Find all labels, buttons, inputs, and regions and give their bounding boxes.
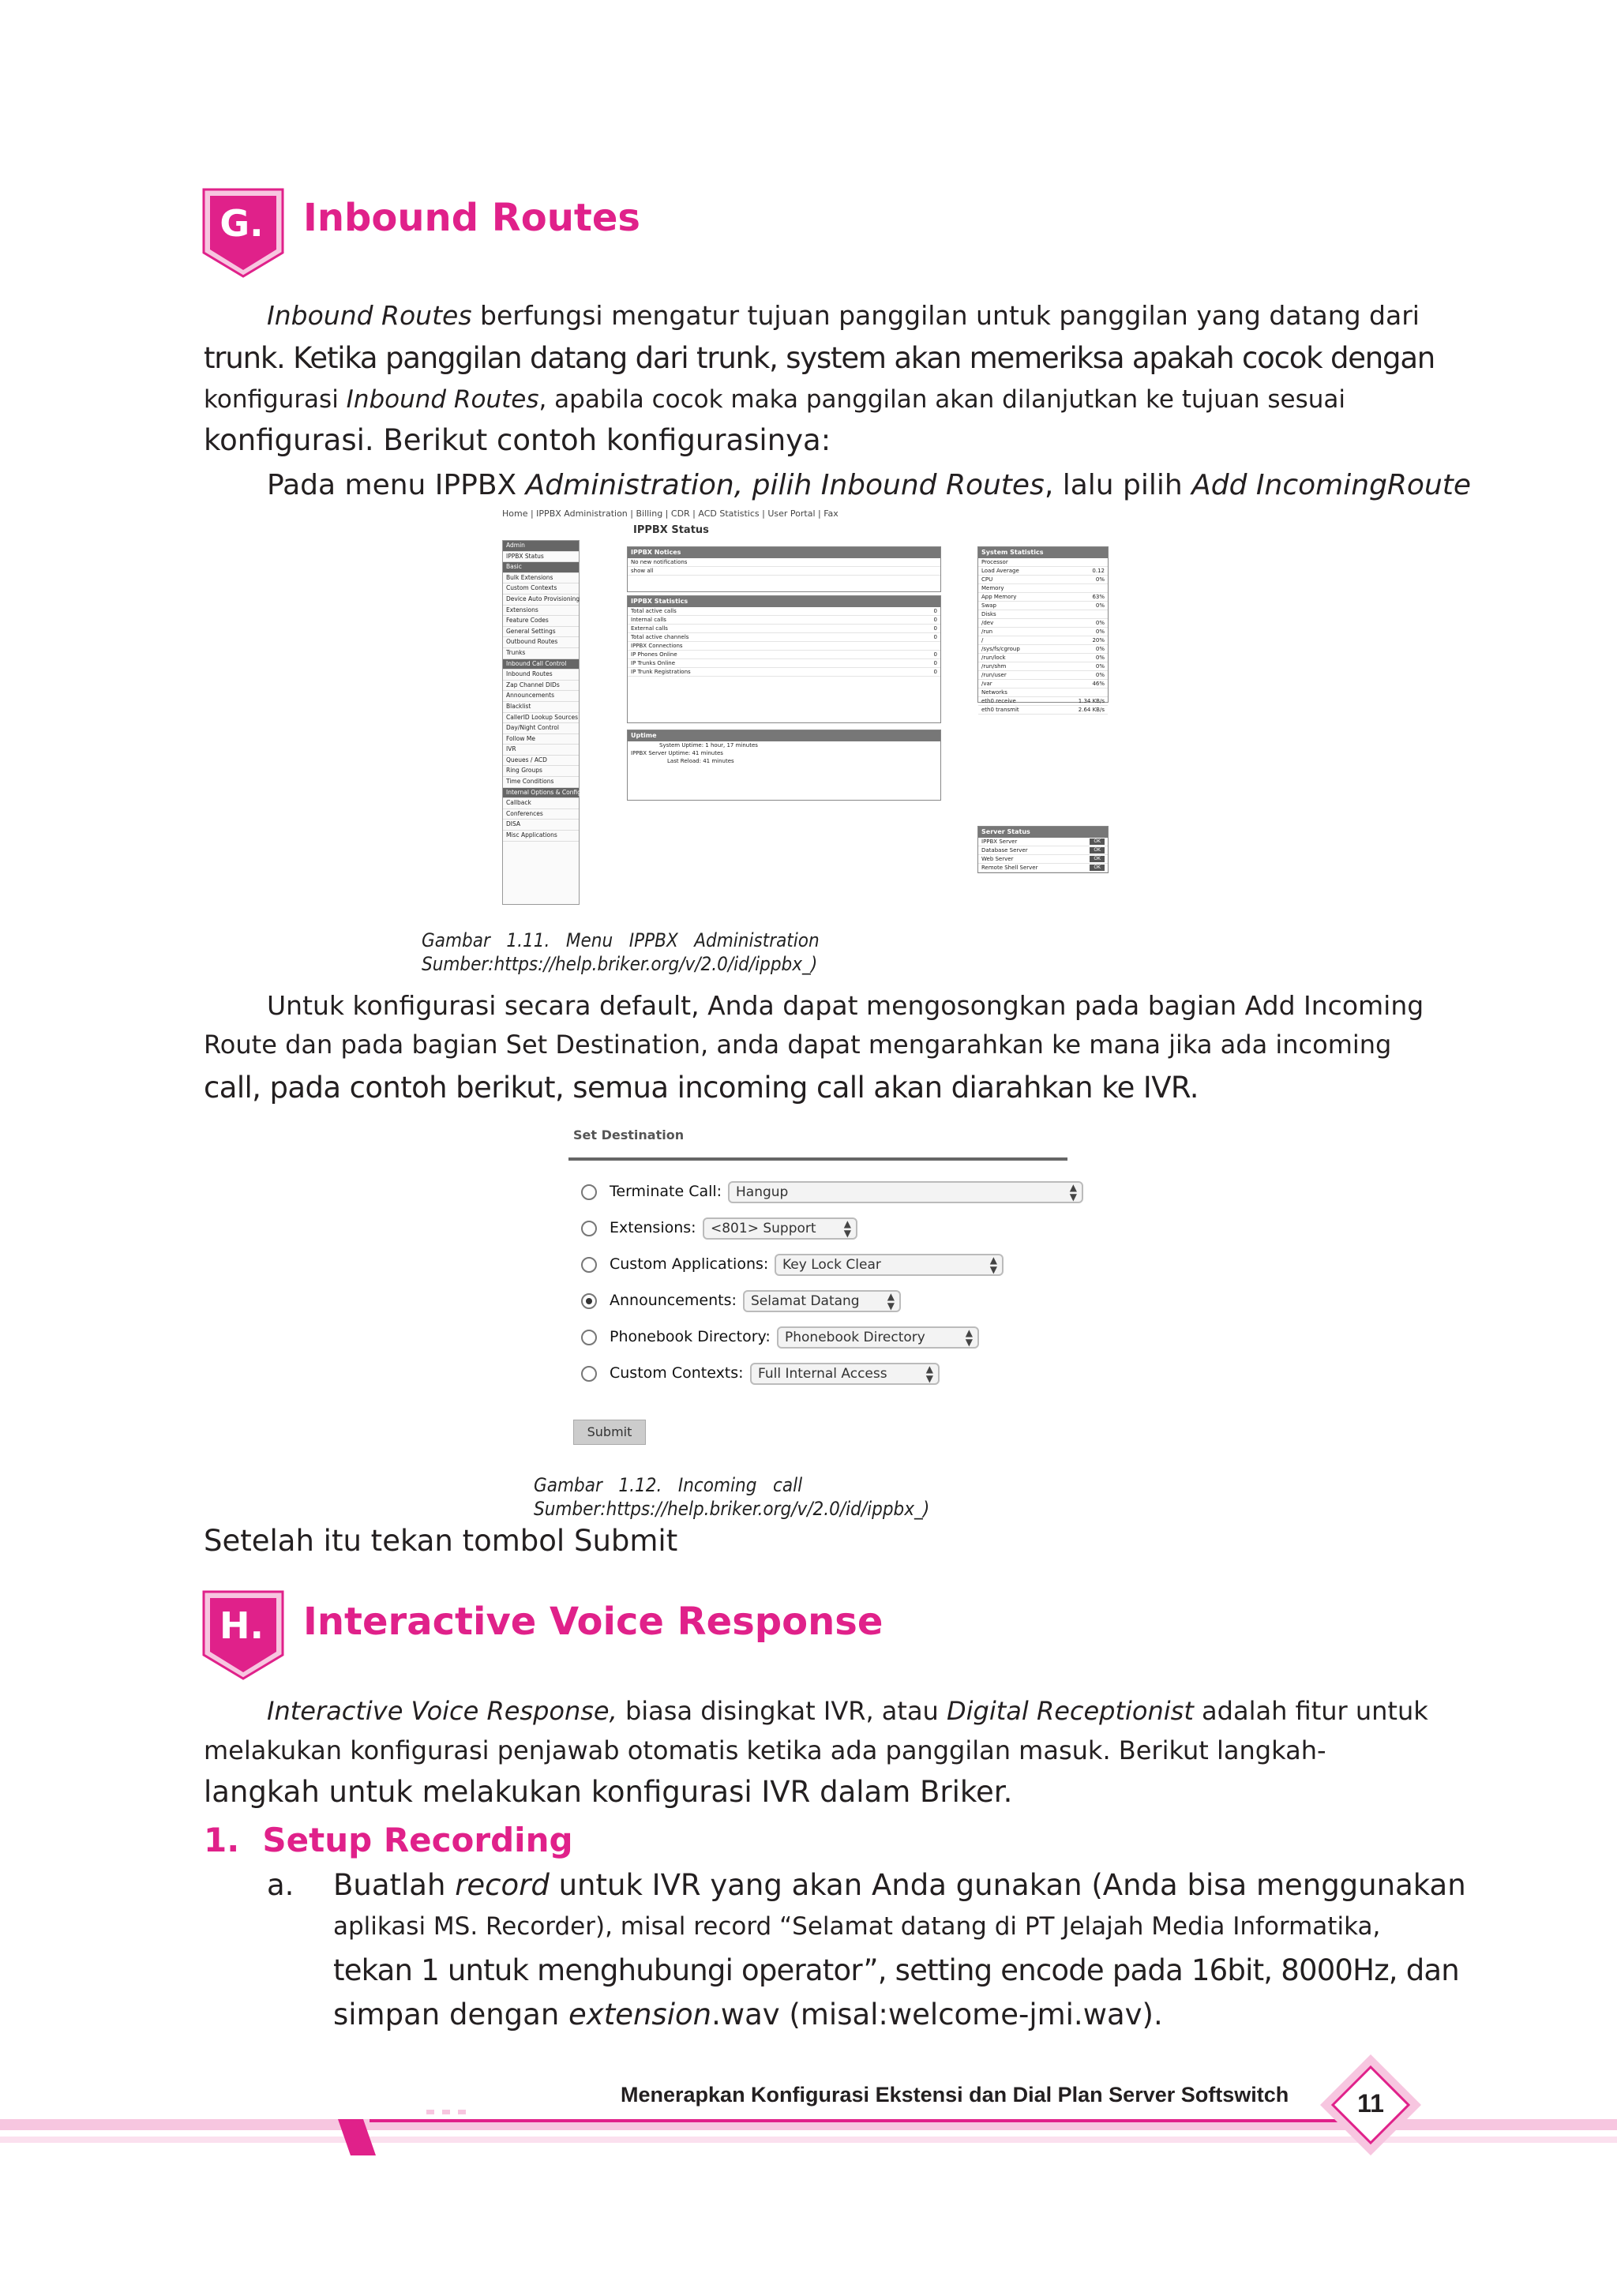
radio-button[interactable]	[581, 1366, 597, 1382]
stat-row	[978, 619, 1108, 628]
radio-button[interactable]	[581, 1221, 597, 1236]
stat-value: 1.34 KB/s	[1078, 698, 1105, 704]
stat-label: Load Average	[981, 568, 1019, 574]
item-a-line3: tekan 1 untuk menghubungi operator”, setting encode pada 16bit, 8000Hz, dan	[333, 1953, 1459, 1987]
stat-row	[978, 636, 1108, 645]
stat-value: 0	[933, 634, 937, 640]
stat-value: 0%	[1095, 576, 1105, 583]
select-arrows-icon: ▲ ▼	[965, 1327, 973, 1348]
g-p2-line2: Route dan pada bagian Set Destination, anda dapat mengarahkan ke mana jika ada incoming	[204, 1030, 1392, 1060]
stat-row	[978, 855, 1108, 864]
footer-text: Menerapkan Konfigurasi Ekstensi dan Dial Plan Server Softswitch	[621, 2083, 1289, 2107]
destination-option	[581, 1217, 1071, 1243]
section-g-letter: G.	[219, 202, 264, 245]
stat-row	[978, 558, 1108, 567]
stat-row	[978, 697, 1108, 706]
screenshot-menubar: Home | IPPBX Administration | Billing | CDR | ACD Statistics | User Portal | Fax	[502, 508, 839, 519]
sidebar-item[interactable]: IPPBX Status	[503, 552, 579, 563]
stat-label: /run	[981, 628, 993, 635]
page-number: 11	[1357, 2089, 1384, 2118]
section-g-badge	[202, 188, 289, 275]
radio-button[interactable]	[581, 1257, 597, 1273]
uptime-title: Uptime	[628, 730, 940, 741]
option-label: Terminate Call:	[610, 1183, 722, 1200]
sidebar-item[interactable]: Misc Applications	[503, 831, 579, 842]
figure-2-caption-source: Sumber:https://help.briker.org/v/2.0/id/ippbx_)	[534, 1498, 930, 1520]
destination-option	[581, 1290, 1071, 1315]
stat-row	[978, 706, 1108, 715]
screenshot-sidebar	[502, 540, 602, 905]
stat-label: App Memory	[981, 594, 1017, 600]
stat-row	[628, 625, 940, 633]
item-a-marker: a.	[267, 1868, 295, 1902]
stat-label: Disks	[981, 611, 996, 617]
g-after-submit: Setelah itu tekan tombol Submit	[204, 1524, 678, 1558]
select-arrows-icon: ▲ ▼	[1069, 1182, 1077, 1202]
destination-option	[581, 1254, 1071, 1279]
stat-label: Remote Shell Server	[981, 865, 1038, 871]
stat-row	[978, 593, 1108, 602]
stat-row	[978, 567, 1108, 576]
g-p2-line3: call, pada contoh berikut, semua incoming call akan diarahkan ke IVR.	[204, 1071, 1199, 1105]
g-p1-em: Inbound Routes	[267, 300, 472, 331]
stat-row	[978, 602, 1108, 610]
sidebar-item[interactable]: Admin	[503, 541, 579, 552]
sidebar-item[interactable]: Callback	[503, 798, 579, 809]
destination-select[interactable]	[743, 1290, 901, 1312]
subheading-setup-recording: 1. Setup Recording	[204, 1821, 573, 1859]
submit-button[interactable]: Submit	[573, 1420, 646, 1445]
status-badge: OK	[1090, 847, 1105, 853]
stat-label: /run/user	[981, 672, 1007, 678]
stat-row	[978, 628, 1108, 636]
g-menu-line	[267, 469, 1471, 501]
menu-line-a: Pada menu IPPBX	[267, 469, 526, 501]
set-destination-header: Set Destination	[573, 1127, 685, 1142]
stat-row	[978, 838, 1108, 846]
item-a-line4	[333, 1998, 1163, 2032]
system-stats-panel	[977, 546, 1109, 713]
item-a-line2: aplikasi MS. Recorder), misal record “Selamat datang di PT Jelajah Media Informatika,	[333, 1912, 1381, 1941]
destination-select[interactable]	[703, 1217, 857, 1240]
sidebar-item[interactable]: CallerID Lookup Sources	[503, 713, 579, 724]
destination-option	[581, 1326, 1071, 1352]
notices-panel	[627, 546, 941, 592]
select-arrows-icon: ▲ ▼	[925, 1364, 933, 1384]
stat-label: Web Server	[981, 856, 1014, 862]
option-label: Extensions:	[610, 1219, 696, 1236]
option-label: Phonebook Directory:	[610, 1328, 771, 1345]
h-p-line2: melakukan konfigurasi penjawab otomatis ketika ada panggilan masuk. Berikut langkah-	[204, 1735, 1326, 1765]
stat-row	[978, 671, 1108, 680]
sidebar-item[interactable]: Basic	[503, 562, 579, 573]
sidebar-item[interactable]: Follow Me	[503, 734, 579, 745]
stat-label: /run/shm	[981, 663, 1007, 670]
section-h-letter: H.	[219, 1604, 264, 1647]
stat-value: 0	[933, 669, 937, 675]
sidebar-item[interactable]: Inbound Call Control	[503, 659, 579, 670]
figure-1-caption-title: Gambar 1.11. Menu IPPBX Administration	[422, 929, 820, 951]
select-value: Key Lock Clear	[782, 1257, 881, 1273]
item-a-l1-post: untuk IVR yang akan Anda gunakan (Anda bisa menggunakan	[549, 1868, 1466, 1902]
sidebar-item[interactable]: DISA	[503, 820, 579, 831]
notices-row: show all	[628, 567, 940, 576]
h-p-line1	[267, 1696, 1428, 1726]
stat-label: IP Trunks Online	[631, 660, 676, 666]
stat-value: 0%	[1095, 628, 1105, 635]
radio-button[interactable]	[581, 1293, 597, 1309]
stat-value: 0	[933, 617, 937, 623]
stat-row	[978, 688, 1108, 697]
stat-label: Processor	[981, 559, 1008, 565]
radio-button[interactable]	[581, 1184, 597, 1200]
stats-title: IPPBX Statistics	[628, 596, 940, 607]
figure-1-caption	[422, 929, 820, 976]
sidebar-item[interactable]: Conferences	[503, 809, 579, 820]
g-p1-line3-tail: , apabila cocok maka panggilan akan dilanjutkan ke tujuan sesuai	[538, 385, 1346, 414]
destination-option	[581, 1181, 1077, 1206]
stat-row	[628, 616, 940, 625]
stat-label: Networks	[981, 689, 1007, 696]
g-p1-line3	[204, 385, 1345, 414]
figure-1-caption-source: Sumber:https://help.briker.org/v/2.0/id/ippbx_)	[422, 953, 818, 975]
stat-label: Total active calls	[631, 608, 677, 614]
destination-select[interactable]	[777, 1326, 979, 1349]
sidebar-item[interactable]: Announcements	[503, 691, 579, 702]
menu-line-em1: Administration, pilih Inbound Routes	[525, 469, 1045, 501]
stat-row	[978, 610, 1108, 619]
select-arrows-icon: ▲ ▼	[989, 1255, 997, 1275]
sidebar-item[interactable]: Zap Channel DIDs	[503, 681, 579, 692]
h-p-line3: langkah untuk melakukan konfigurasi IVR dalam Briker.	[204, 1775, 1013, 1809]
sidebar-item[interactable]: Device Auto Provisioning	[503, 595, 579, 606]
status-badge: OK	[1090, 856, 1105, 862]
item-a-l4-post: .wav (misal:welcome-jmi.wav).	[711, 1998, 1163, 2032]
sidebar-item[interactable]: Bulk Extensions	[503, 573, 579, 584]
stat-label: Database Server	[981, 847, 1028, 853]
stat-value: 0%	[1095, 672, 1105, 678]
stat-label: /var	[981, 681, 992, 687]
stat-value: 0	[933, 625, 937, 632]
select-value: Full Internal Access	[758, 1366, 887, 1382]
destination-select[interactable]	[775, 1254, 1004, 1276]
stats-panel	[627, 595, 941, 723]
system-stats-title: System Statistics	[978, 547, 1108, 558]
select-arrows-icon: ▲ ▼	[843, 1218, 851, 1239]
stat-value: 46%	[1092, 681, 1105, 687]
item-a-l4-pre: simpan dengan	[333, 1998, 569, 2032]
item-a-l1-pre: Buatlah	[333, 1868, 456, 1902]
g-p1-line1	[267, 300, 1420, 331]
sidebar-item[interactable]: Ring Groups	[503, 766, 579, 777]
h-p-em2: Digital Receptionist	[947, 1696, 1194, 1726]
stat-row	[978, 645, 1108, 654]
stat-label: Internal calls	[631, 617, 666, 623]
screenshot-page-title: IPPBX Status	[633, 524, 709, 536]
radio-button[interactable]	[581, 1330, 597, 1345]
stat-label: eth0 transmit	[981, 707, 1019, 713]
server-status-title: Server Status	[978, 827, 1108, 838]
stat-row	[628, 659, 940, 668]
stat-row	[628, 668, 940, 677]
stat-label: IP Trunk Registrations	[631, 669, 691, 675]
stat-label: External calls	[631, 625, 668, 632]
section-g-title: Inbound Routes	[303, 196, 640, 240]
stat-label: Total active channels	[631, 634, 689, 640]
sidebar-item[interactable]: Inbound Routes	[503, 670, 579, 681]
destination-select[interactable]	[750, 1363, 940, 1385]
item-a-line1	[333, 1868, 1466, 1902]
stat-row	[978, 576, 1108, 584]
stat-row	[628, 607, 940, 616]
stat-row	[628, 651, 940, 659]
stat-label: Memory	[981, 585, 1004, 591]
stat-label: /run/lock	[981, 655, 1006, 661]
g-p1-line4: konfigurasi. Berikut contoh konfigurasinya:	[204, 423, 831, 457]
stat-label: IPPBX Server	[981, 838, 1018, 845]
stat-row	[978, 654, 1108, 662]
sidebar-item[interactable]: Feature Codes	[503, 616, 579, 627]
select-arrows-icon: ▲ ▼	[887, 1291, 895, 1311]
stat-value: 0%	[1095, 602, 1105, 609]
g-p1-line3-pre: konfigurasi	[204, 385, 347, 414]
select-value: Selamat Datang	[751, 1293, 860, 1309]
stat-value: 63%	[1092, 594, 1105, 600]
status-badge: OK	[1090, 838, 1105, 845]
select-value: <801> Support	[711, 1221, 816, 1236]
section-h-badge	[202, 1590, 289, 1677]
uptime-panel	[627, 730, 941, 801]
server-status-panel	[977, 826, 1109, 873]
sidebar-item[interactable]: IVR	[503, 745, 579, 756]
sidebar-item[interactable]: Blacklist	[503, 702, 579, 713]
option-label: Custom Applications:	[610, 1255, 769, 1273]
figure-2-caption-title: Gambar 1.12. Incoming call	[534, 1474, 803, 1496]
g-p1-line2: trunk. Ketika panggilan datang dari trunk, system akan memeriksa apakah cocok dengan	[204, 341, 1435, 375]
h-p-mid: biasa disingkat IVR, atau	[617, 1696, 947, 1726]
stat-row	[628, 633, 940, 642]
stat-value: 0	[933, 660, 937, 666]
sidebar-item[interactable]: Time Conditions	[503, 777, 579, 788]
stat-row	[628, 642, 940, 651]
stat-value: 0%	[1095, 655, 1105, 661]
stat-value: 0	[933, 651, 937, 658]
stat-label: IP Phones Online	[631, 651, 677, 658]
sidebar-item[interactable]: Internal Options & Configuration	[503, 788, 579, 799]
select-value: Hangup	[736, 1184, 789, 1200]
option-label: Custom Contexts:	[610, 1364, 744, 1382]
status-badge: OK	[1090, 865, 1105, 871]
stat-label: CPU	[981, 576, 993, 583]
item-a-l4-em: extension	[568, 1998, 712, 2032]
stat-value: 0%	[1095, 646, 1105, 652]
menu-line-b: , lalu pilih	[1044, 469, 1192, 501]
stat-label: Swap	[981, 602, 996, 609]
h-p-tail: adalah fitur untuk	[1193, 1696, 1428, 1726]
sidebar-item[interactable]: Queues / ACD	[503, 756, 579, 767]
select-value: Phonebook Directory	[785, 1330, 925, 1345]
uptime-row: Last Reload: 41 minutes	[667, 758, 734, 764]
stat-label: /sys/fs/cgroup	[981, 646, 1020, 652]
g-p2-line1: Untuk konfigurasi secara default, Anda dapat mengosongkan pada bagian Add Incoming	[267, 990, 1424, 1021]
g-p1-text: berfungsi mengatur tujuan panggilan untuk panggilan yang datang dari	[471, 300, 1420, 331]
uptime-row: IPPBX Server Uptime: 41 minutes	[631, 750, 723, 756]
destination-select[interactable]	[728, 1181, 1083, 1203]
figure-2-caption	[534, 1473, 929, 1521]
set-destination-rule	[568, 1157, 1067, 1161]
h-p-em1: Interactive Voice Response,	[267, 1696, 617, 1726]
stat-row	[978, 846, 1108, 855]
menu-line-em2: Add IncomingRoute	[1191, 469, 1472, 501]
stat-label: eth0 receive	[981, 698, 1016, 704]
stat-value: 0	[933, 608, 937, 614]
sidebar-item[interactable]: Day/Night Control	[503, 723, 579, 734]
section-h-title: Interactive Voice Response	[303, 1600, 884, 1644]
stat-value: 0%	[1095, 663, 1105, 670]
sidebar-item[interactable]: General Settings	[503, 627, 579, 638]
sidebar-item[interactable]: Outbound Routes	[503, 637, 579, 648]
ippbx-status-screenshot	[502, 508, 1121, 903]
option-label: Announcements:	[610, 1292, 737, 1309]
stat-label: IPPBX Connections	[631, 643, 683, 649]
notices-row: No new notifications	[628, 558, 940, 567]
sidebar-item[interactable]: Custom Contexts	[503, 583, 579, 595]
set-destination-screenshot	[568, 1126, 1077, 1465]
stat-row	[978, 680, 1108, 688]
g-p1-line3-em: Inbound Routes	[346, 385, 539, 414]
uptime-row: System Uptime: 1 hour, 17 minutes	[659, 742, 758, 748]
stat-value: 2.64 KB/s	[1078, 707, 1105, 713]
sidebar-item[interactable]: Extensions	[503, 606, 579, 617]
destination-option	[581, 1363, 1071, 1388]
stat-value: 0%	[1095, 620, 1105, 626]
stat-row	[978, 584, 1108, 593]
stat-row	[978, 864, 1108, 872]
sidebar-item[interactable]: Trunks	[503, 648, 579, 659]
stat-value: 20%	[1092, 637, 1105, 643]
notices-title: IPPBX Notices	[628, 547, 940, 558]
stat-label: /dev	[981, 620, 994, 626]
stat-row	[978, 662, 1108, 671]
item-a-l1-em: record	[455, 1868, 550, 1902]
stat-label: /	[981, 637, 984, 643]
stat-value: 0.12	[1092, 568, 1105, 574]
